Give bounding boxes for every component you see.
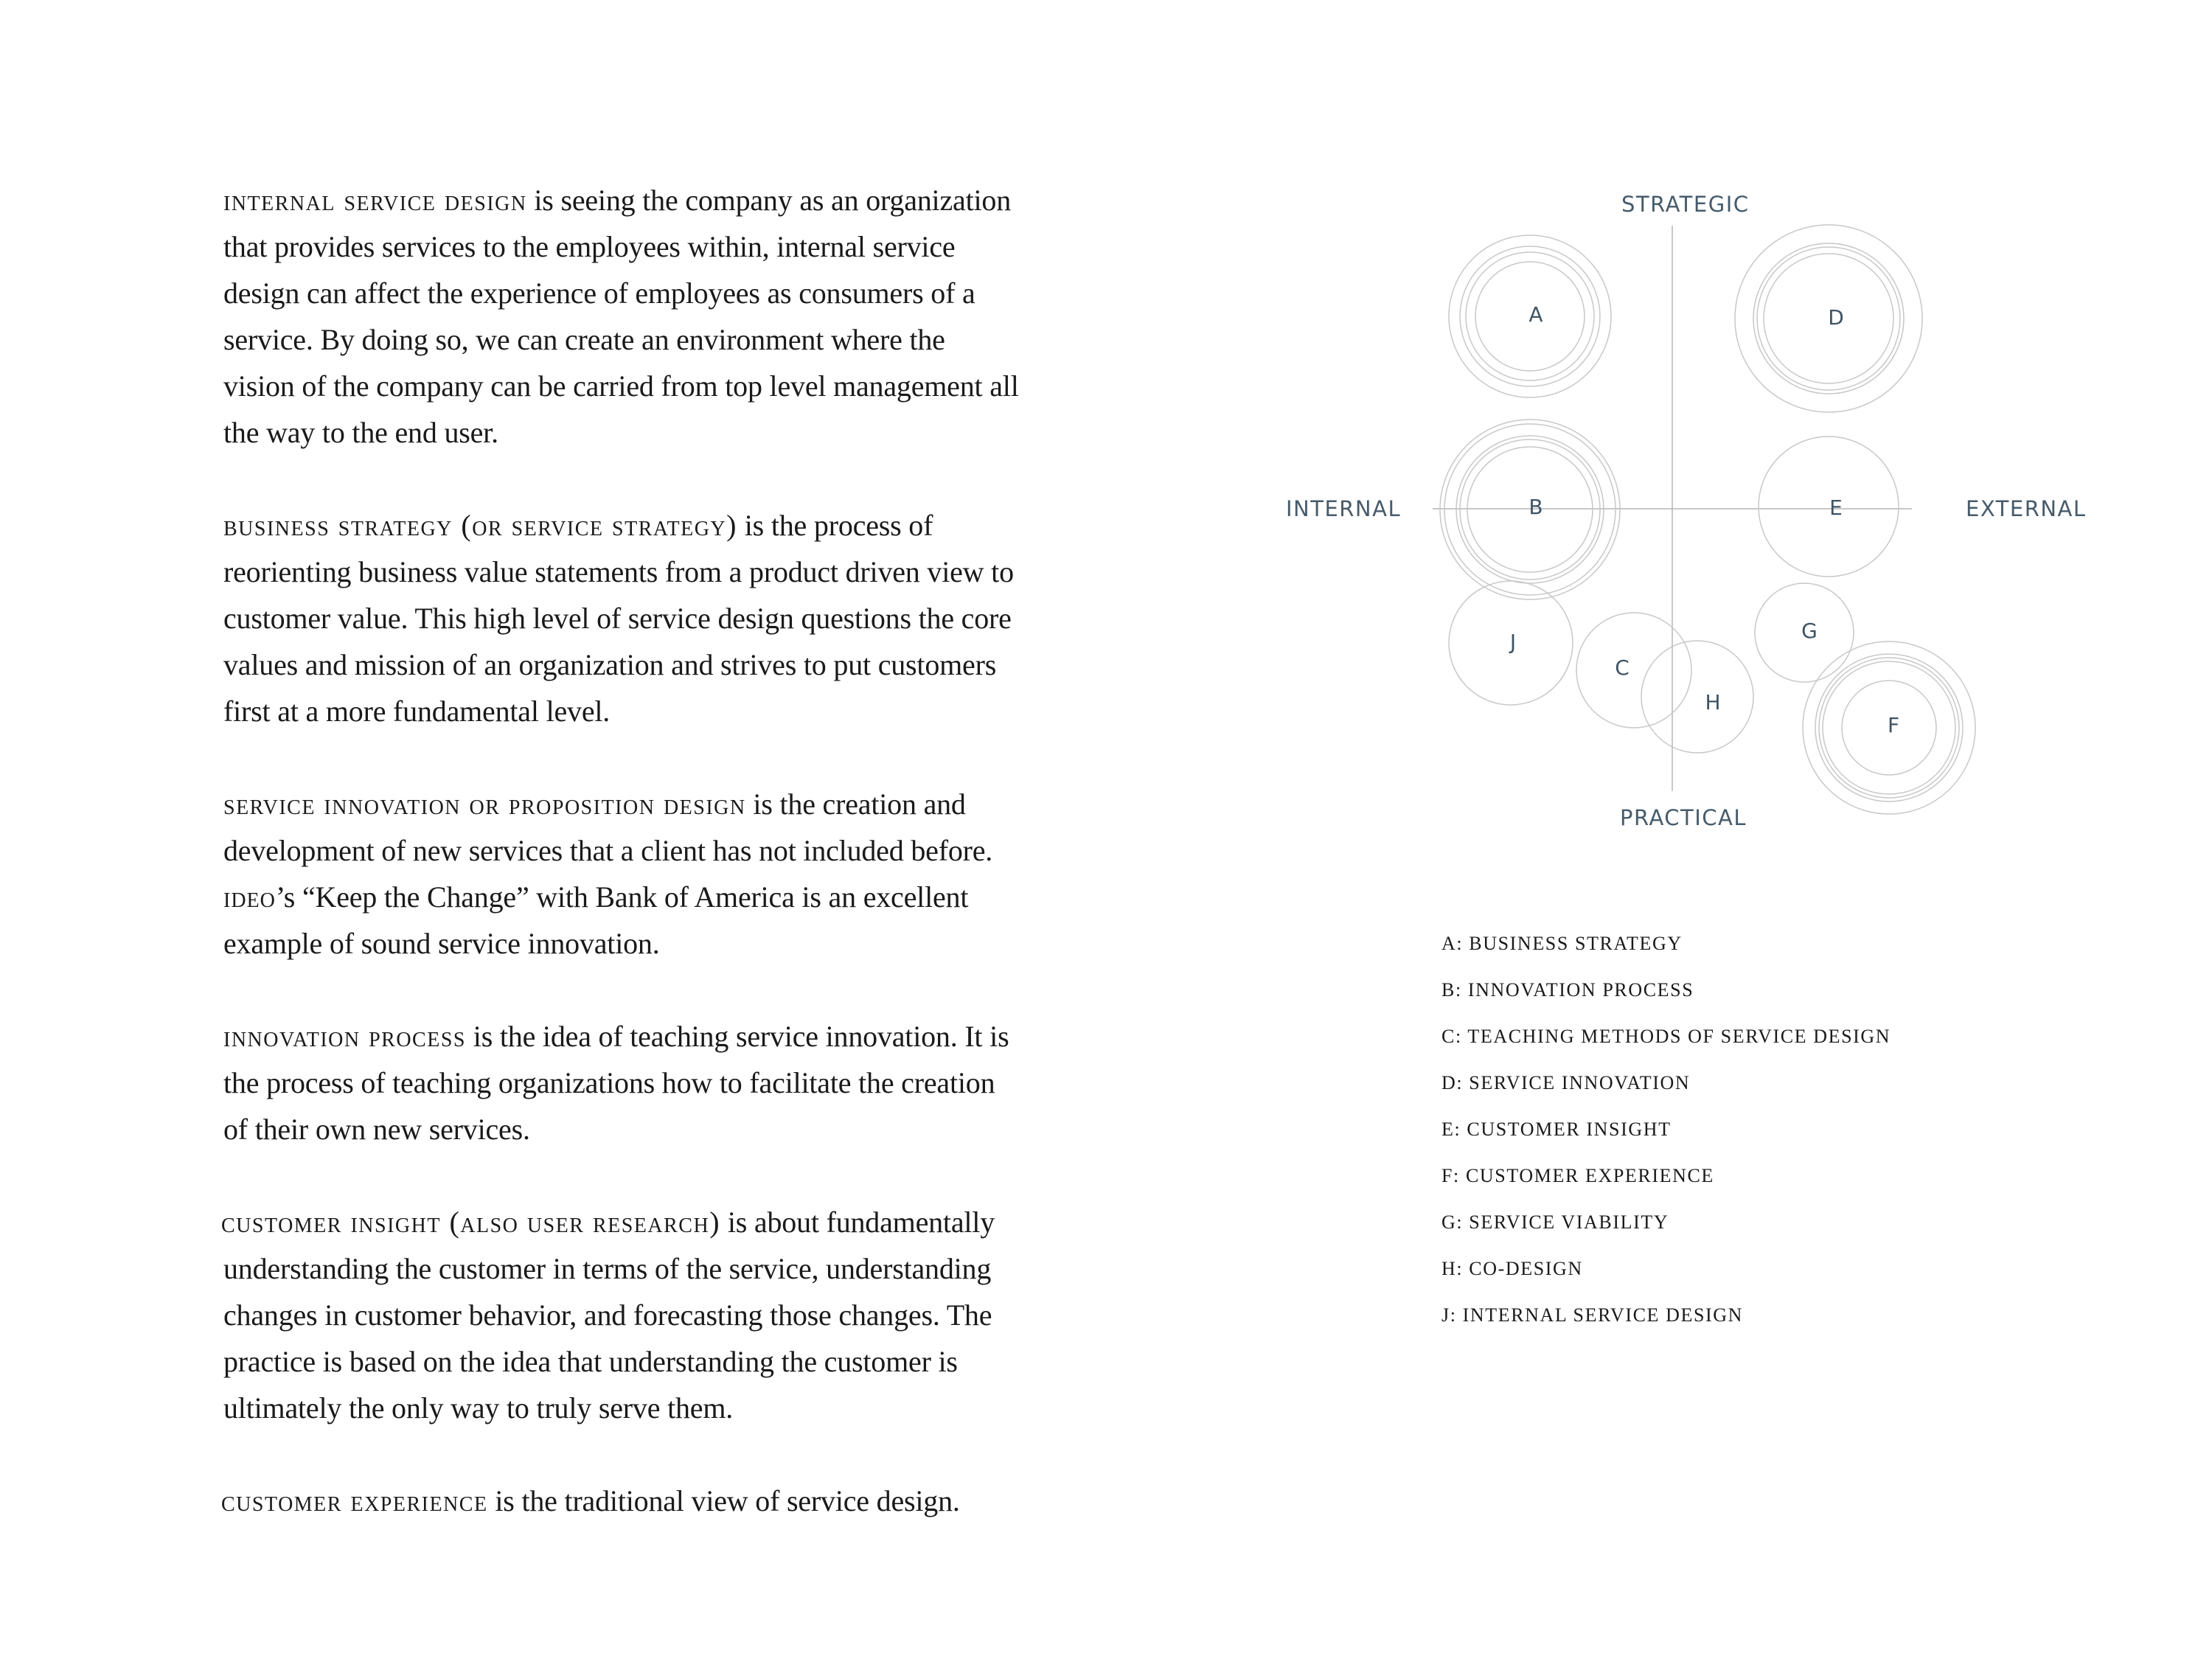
definition-line (223, 874, 1123, 920)
bubble-ring-a (1460, 246, 1600, 386)
legend-item-j: J: INTERNAL SERVICE DESIGN (1441, 1304, 1744, 1326)
bubble-ring-a (1449, 235, 1611, 397)
bubble-ring-b (1460, 439, 1600, 580)
legend-item-c: C: TEACHING METHODS OF SERVICE DESIGN (1441, 1026, 1891, 1047)
diagram-legend (1441, 933, 1891, 1351)
definitions-column (223, 177, 1123, 1571)
definition-line: of their own new services. (223, 1113, 530, 1146)
bubble-ring-a (1475, 262, 1585, 371)
definition-line (223, 1013, 1123, 1060)
definition-line: design can affect the experience of employees as consumers of a (223, 276, 975, 310)
definition-text: ’s “Keep the Change” with Bank of America is an excellent (275, 880, 969, 914)
bubble-circles (1440, 225, 1975, 814)
definition-internal-service-design (223, 177, 1123, 456)
definition-business-strategy (223, 502, 1123, 734)
definition-text: is the creation and (745, 787, 966, 821)
definition-term: business strategy (or service strategy) (223, 509, 737, 542)
definition-line: example of sound service innovation. (223, 927, 660, 960)
bubble-label-a: A (1528, 302, 1543, 327)
definition-text: is seeing the company as an organization (526, 184, 1012, 217)
bubble-label-e: E (1829, 495, 1843, 520)
definition-customer-insight (221, 1199, 1123, 1431)
axis-label-internal: INTERNAL (1286, 496, 1402, 521)
legend-item-g: G: SERVICE VIABILITY (1441, 1211, 1669, 1233)
bubble-label-f: F (1887, 713, 1900, 737)
bubble-ring-b (1444, 424, 1615, 595)
definition-service-innovation (223, 781, 1123, 967)
definition-line: ultimately the only way to truly serve them. (223, 1391, 734, 1425)
definition-text: is the process of (737, 509, 933, 542)
bubble-ring-h (1641, 641, 1753, 753)
definition-term: customer experience (221, 1484, 488, 1517)
legend-item-f: F: CUSTOMER EXPERIENCE (1441, 1165, 1714, 1186)
legend-item-e: E: CUSTOMER INSIGHT (1441, 1119, 1672, 1140)
bubble-ring-g (1755, 583, 1854, 682)
definition-line: the way to the end user. (223, 416, 498, 449)
bubble-ring-f (1842, 681, 1936, 775)
bubble-label-g: G (1801, 619, 1818, 643)
bubble-ring-b (1467, 447, 1593, 572)
ideo-smallcaps: ideo (223, 880, 276, 914)
axis-label-strategic: STRATEGIC (1621, 192, 1750, 217)
definition-line: reorienting business value statements from a product driven view to (223, 555, 1014, 588)
definition-term: service innovation or proposition design (223, 787, 746, 821)
bubble-label-d: D (1828, 305, 1844, 330)
definition-line: customer value. This high level of service design questions the core (223, 602, 1012, 635)
definition-line: understanding the customer in terms of the service, understanding (223, 1252, 992, 1285)
bubble-ring-d (1753, 243, 1904, 394)
definition-term: customer insight (also user research) (221, 1206, 721, 1239)
legend-item-h: H: CO-DESIGN (1441, 1258, 1583, 1279)
definition-line: practice is based on the idea that understanding the customer is (223, 1345, 958, 1378)
bubble-ring-e (1759, 437, 1899, 577)
axis-label-practical: PRACTICAL (1620, 805, 1747, 830)
definition-line (221, 1478, 1123, 1524)
definition-line: first at a more fundamental level. (223, 695, 611, 728)
definition-line (223, 177, 1123, 223)
legend-item-d: D: SERVICE INNOVATION (1441, 1072, 1691, 1093)
bubble-ring-f (1819, 658, 1959, 798)
definition-line: development of new services that a client has not included before. (223, 834, 993, 867)
definition-customer-experience (221, 1478, 1123, 1524)
bubble-ring-b (1440, 420, 1620, 599)
definition-line (221, 1199, 1123, 1245)
definition-term: internal service design (223, 184, 527, 217)
definition-text: is about fundamentally (720, 1206, 995, 1239)
definition-line: values and mission of an organization and strives to put customers (223, 648, 997, 681)
definition-line (223, 502, 1123, 549)
axis-label-external: EXTERNAL (1966, 496, 2087, 521)
bubble-label-h: H (1705, 690, 1721, 714)
bubble-label-b: B (1528, 495, 1543, 519)
bubble-ring-d (1757, 247, 1900, 390)
definition-text: is the idea of teaching service innovation. It is (465, 1020, 1009, 1053)
bubble-ring-d (1764, 254, 1893, 383)
definition-line: that provides services to the employees within, internal service (223, 230, 956, 263)
bubble-ring-f (1815, 654, 1963, 801)
bubble-label-j: J (1509, 630, 1517, 654)
bubble-ring-d (1735, 225, 1922, 412)
legend-item-b: B: INNOVATION PROCESS (1441, 979, 1694, 1001)
bubble-ring-c (1576, 613, 1691, 728)
definition-line: vision of the company can be carried from top level management all (223, 369, 1019, 403)
bubble-ring-f (1823, 661, 1955, 794)
definition-line: the process of teaching organizations how to facilitate the creation (223, 1066, 995, 1099)
definition-text: is the traditional view of service design. (487, 1484, 960, 1517)
definition-line: changes in customer behavior, and forecasting those changes. The (223, 1298, 992, 1332)
bubble-ring-b (1456, 436, 1604, 583)
bubble-label-c: C (1615, 655, 1630, 680)
bubble-ring-j (1449, 581, 1573, 705)
definition-innovation-process (223, 1013, 1123, 1152)
definition-term: innovation process (223, 1020, 466, 1053)
legend-item-a: A: BUSINESS STRATEGY (1441, 933, 1683, 954)
definition-line (223, 781, 1123, 827)
definition-line: service. By doing so, we can create an environment where the (223, 323, 945, 356)
bubble-ring-f (1803, 641, 1975, 814)
bubble-ring-a (1466, 252, 1594, 380)
